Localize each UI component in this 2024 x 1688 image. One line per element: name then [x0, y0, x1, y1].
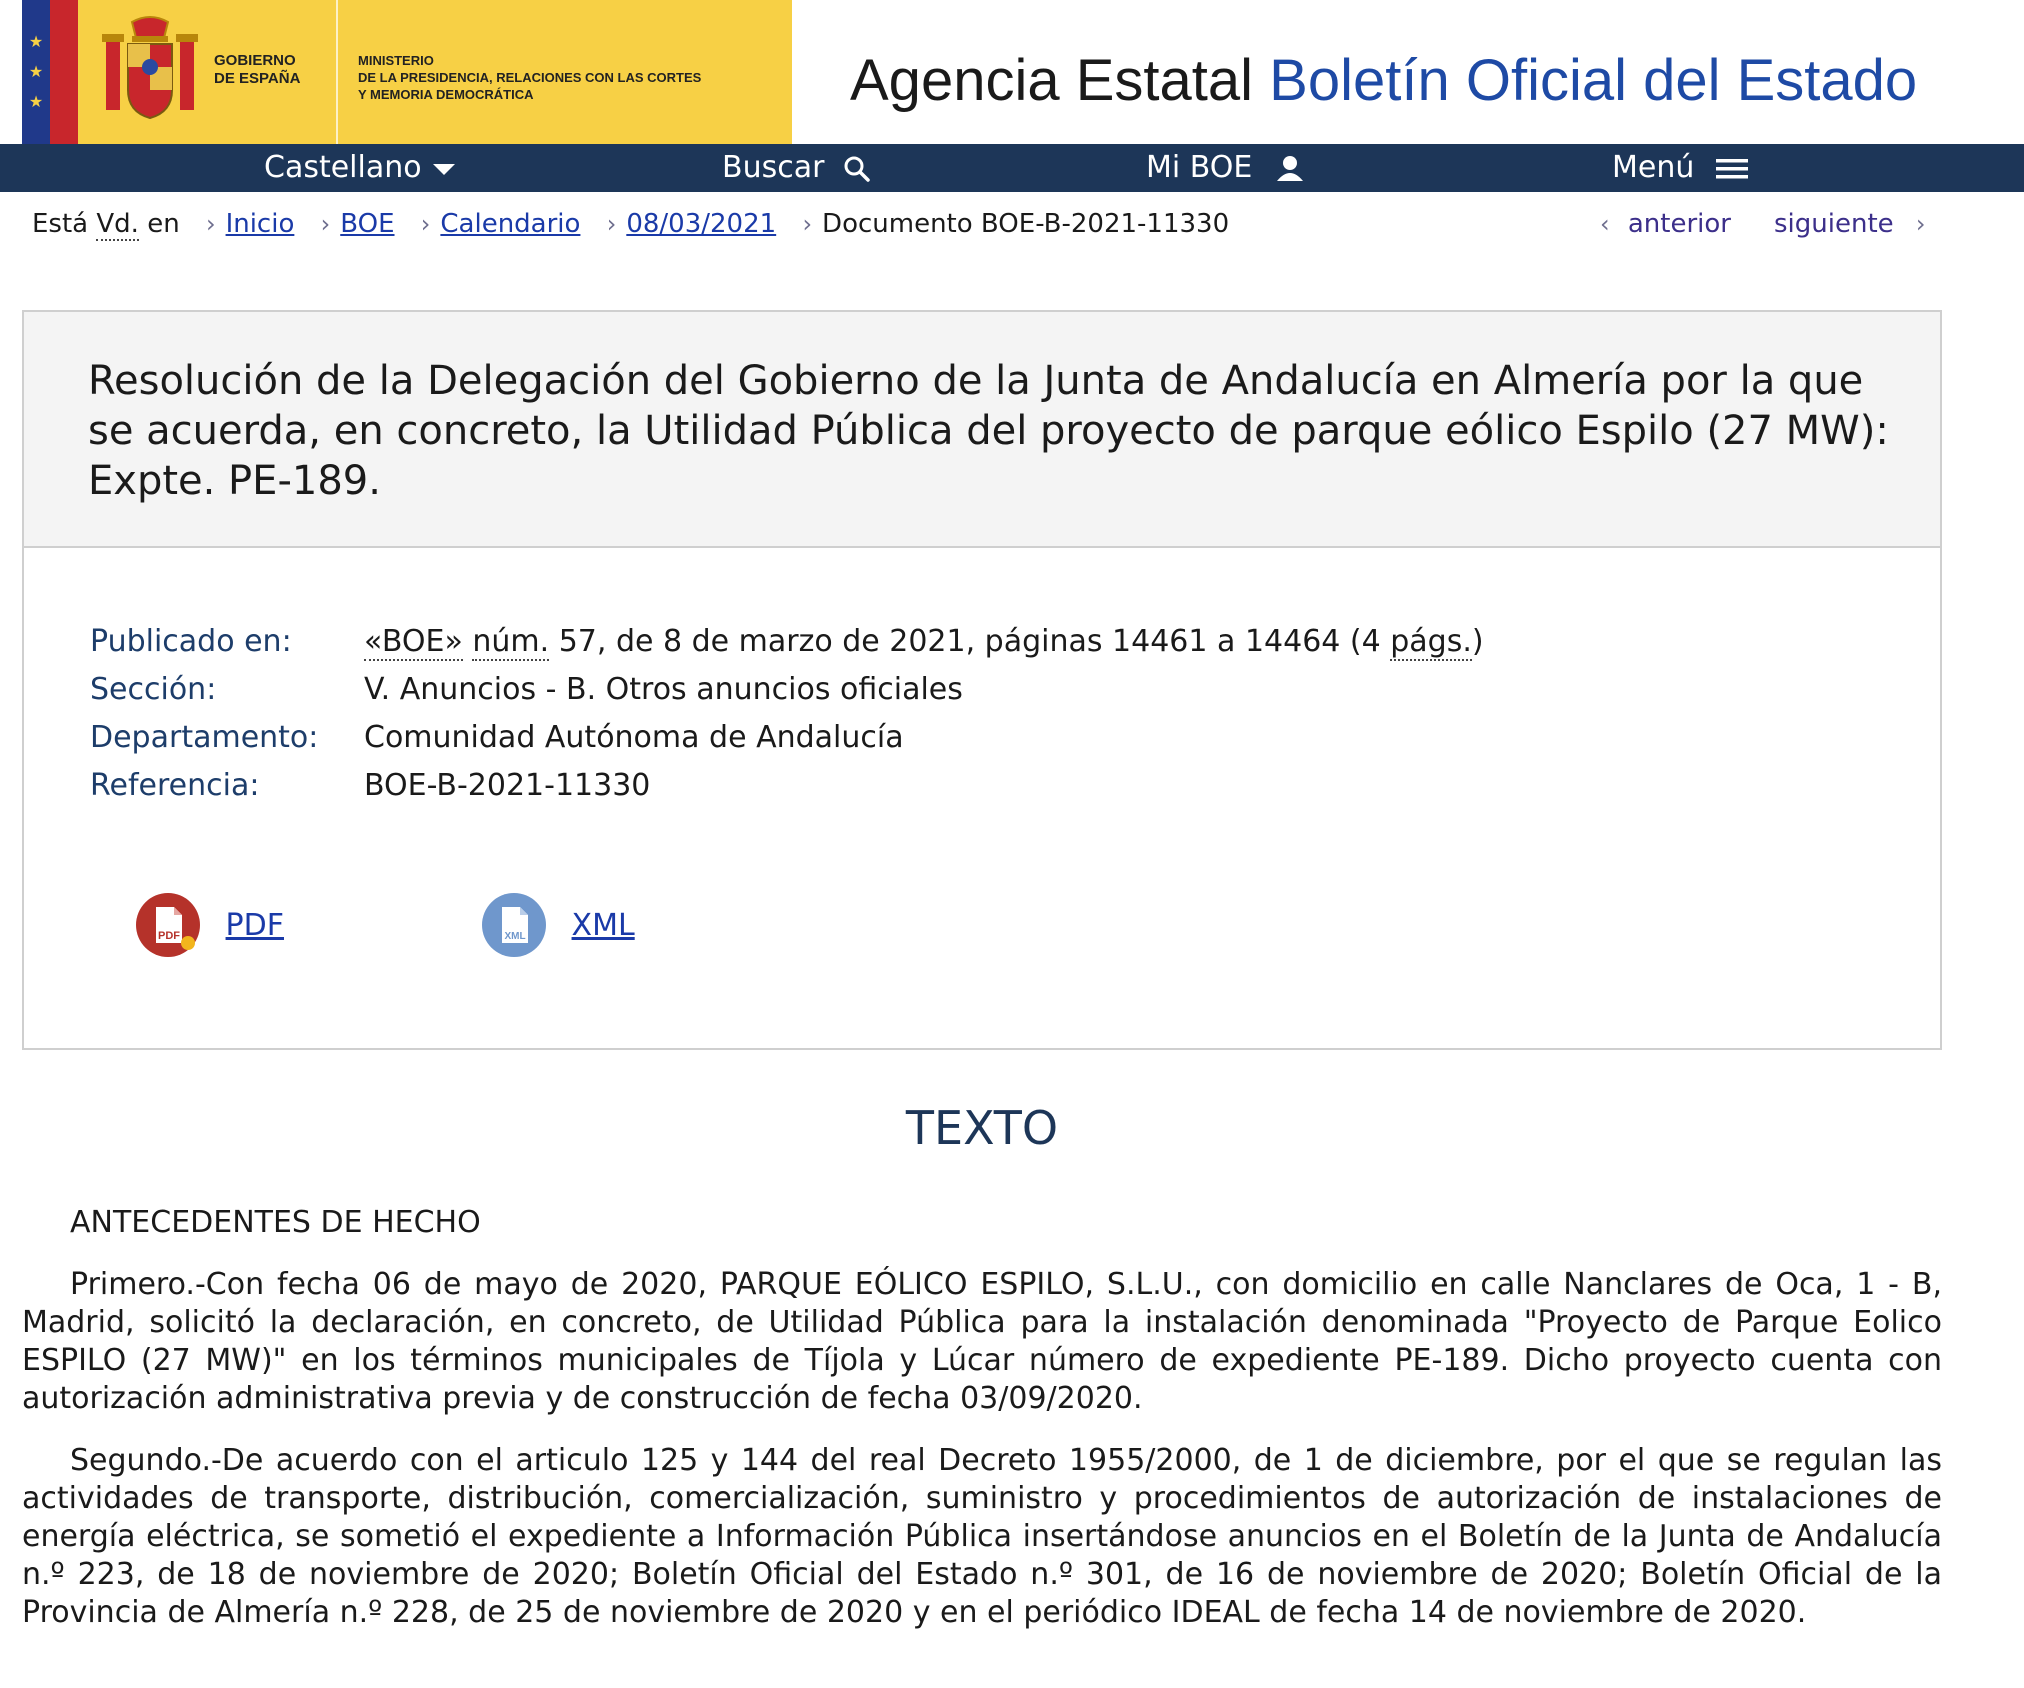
- hamburger-icon: [1704, 154, 1750, 184]
- main-navigation: [0, 144, 2024, 192]
- xml-link[interactable]: XML: [571, 907, 635, 943]
- agency-prefix: Agencia Estatal: [850, 48, 1254, 113]
- breadcrumb: [32, 208, 1229, 240]
- document-summary-box: [22, 310, 1942, 1050]
- breadcrumb-abbr: Vd.: [96, 209, 139, 239]
- paragraph-primero: Primero.-Con fecha 06 de mayo de 2020, PARQUE EÓLICO ESPILO, S.L.U., con domicilio en calle Nanclares de Oca, 1 - B, Madrid, solicitó la declaración, en concreto, de Utilidad Pública para la instalación denominada "Proyecto de Parque Eolico ESPILO (27 MW)" en los términos municipales de Tíjola y Lúcar número de expediente PE-189. Dicho proyecto cuenta con autorización administrativa previa y de construcción de fecha 03/09/2020.: [22, 1267, 1942, 1416]
- breadcrumb-link-inicio[interactable]: Inicio: [225, 209, 295, 239]
- eu-flag-strip: ★ ★ ★: [22, 0, 78, 144]
- ministry-line3: Y MEMORIA DEMOCRÁTICA: [358, 87, 534, 102]
- xml-icon: [482, 893, 548, 959]
- agency-name: Boletín Oficial del Estado: [1269, 48, 1918, 113]
- menu-button[interactable]: [1612, 144, 1750, 192]
- breadcrumb-prefix: Está: [32, 209, 89, 239]
- next-link[interactable]: [1774, 208, 1926, 240]
- meta-row-section: [90, 666, 1484, 714]
- government-name: [214, 52, 324, 88]
- antecedentes-heading: ANTECEDENTES DE HECHO: [70, 1205, 481, 1240]
- chevron-right-icon: ›: [320, 210, 331, 238]
- ministry-name: [358, 52, 778, 103]
- published-end: ): [1471, 624, 1484, 659]
- user-icon: [1262, 154, 1308, 184]
- section-label: Sección:: [90, 672, 217, 707]
- next-label: siguiente: [1774, 209, 1894, 239]
- document-metadata: [90, 618, 1484, 810]
- published-details: 57, de 8 de marzo de 2021, páginas 14461 a 14464 (4: [558, 624, 1381, 659]
- pdf-icon: [136, 893, 202, 959]
- chevron-right-icon: ›: [420, 210, 431, 238]
- reference-value: BOE-B-2021-11330: [364, 768, 651, 803]
- site-header: [0, 0, 2024, 144]
- reference-label: Referencia:: [90, 768, 260, 803]
- chevron-right-icon: ›: [802, 210, 813, 238]
- paragraph-segundo: Segundo.-De acuerdo con el articulo 125 y 144 del real Decreto 1955/2000, de 1 de diciembre, por el que se regulan las actividades de transporte, distribución, comercialización, suministro y procedimientos de autorización de instalaciones de energía eléctrica, se sometió el expediente a Información Pública insertándose anuncios en el Boletín de la Junta de Andalucía n.º 223, de 18 de noviembre de 2020; Boletín Oficial del Estado n.º 301, de 16 de noviembre de 2020; Boletín Oficial de la Provincia de Almería n.º 228, de 25 de noviembre de 2020 y en el periódico IDEAL de fecha 14 de noviembre de 2020.: [22, 1443, 1942, 1630]
- chevron-down-icon: [431, 159, 457, 179]
- chevron-right-icon: ›: [606, 210, 617, 238]
- previous-link[interactable]: [1600, 208, 1731, 240]
- agency-logo-link[interactable]: [850, 48, 1917, 114]
- published-label: Publicado en:: [90, 624, 292, 659]
- my-boe-label: Mi BOE: [1146, 150, 1253, 185]
- published-value: [364, 624, 1484, 661]
- previous-label: anterior: [1627, 209, 1731, 239]
- breadcrumb-link-calendario[interactable]: Calendario: [440, 209, 581, 239]
- pdf-download[interactable]: [136, 892, 284, 958]
- ministry-line1: MINISTERIO: [358, 53, 434, 68]
- gov-name-line2: DE ESPAÑA: [214, 70, 301, 87]
- published-pags-abbr: págs.: [1390, 624, 1472, 659]
- search-label: Buscar: [722, 150, 825, 185]
- meta-row-reference: [90, 762, 1484, 810]
- chevron-right-icon: ›: [205, 210, 216, 238]
- breadcrumb-prefix-end: en: [147, 209, 180, 239]
- gov-name-line1: GOBIERNO: [214, 52, 296, 69]
- xml-icon-text: XML: [504, 930, 526, 942]
- ministry-line2: DE LA PRESIDENCIA, RELACIONES CON LAS CORTES: [358, 70, 702, 85]
- document-title-area: [24, 312, 1940, 548]
- published-num-abbr: núm.: [472, 624, 550, 659]
- published-boe: «BOE»: [364, 624, 463, 659]
- breadcrumb-current: Documento BOE-B-2021-11330: [822, 209, 1230, 239]
- text-section-heading: TEXTO: [905, 1101, 1059, 1155]
- department-label: Departamento:: [90, 720, 319, 755]
- meta-row-department: [90, 714, 1484, 762]
- menu-label: Menú: [1612, 150, 1695, 185]
- xml-download[interactable]: [482, 892, 635, 958]
- breadcrumb-link-boe[interactable]: BOE: [340, 209, 395, 239]
- chevron-right-icon: ›: [1915, 210, 1926, 238]
- breadcrumb-link-date[interactable]: 08/03/2021: [626, 209, 777, 239]
- document-title: Resolución de la Delegación del Gobierno de la Junta de Andalucía en Almería por la que se acuerda, en concreto, la Utilidad Pública del proyecto de parque eólico Espilo (27 MW): Expte. PE-189.: [88, 358, 1889, 504]
- my-boe-button[interactable]: [1146, 144, 1308, 192]
- pdf-link[interactable]: PDF: [225, 907, 284, 943]
- coat-of-arms-icon: [98, 14, 202, 130]
- pdf-icon-text: PDF: [158, 929, 180, 942]
- banner-divider: [336, 0, 338, 144]
- department-value: Comunidad Autónoma de Andalucía: [364, 720, 904, 755]
- search-icon: [840, 154, 874, 184]
- language-selector[interactable]: [264, 144, 457, 192]
- section-value: V. Anuncios - B. Otros anuncios oficiales: [364, 672, 963, 707]
- search-button[interactable]: [722, 144, 874, 192]
- language-label: Castellano: [264, 150, 422, 185]
- chevron-left-icon: ‹: [1600, 210, 1610, 238]
- meta-row-published: [90, 618, 1484, 666]
